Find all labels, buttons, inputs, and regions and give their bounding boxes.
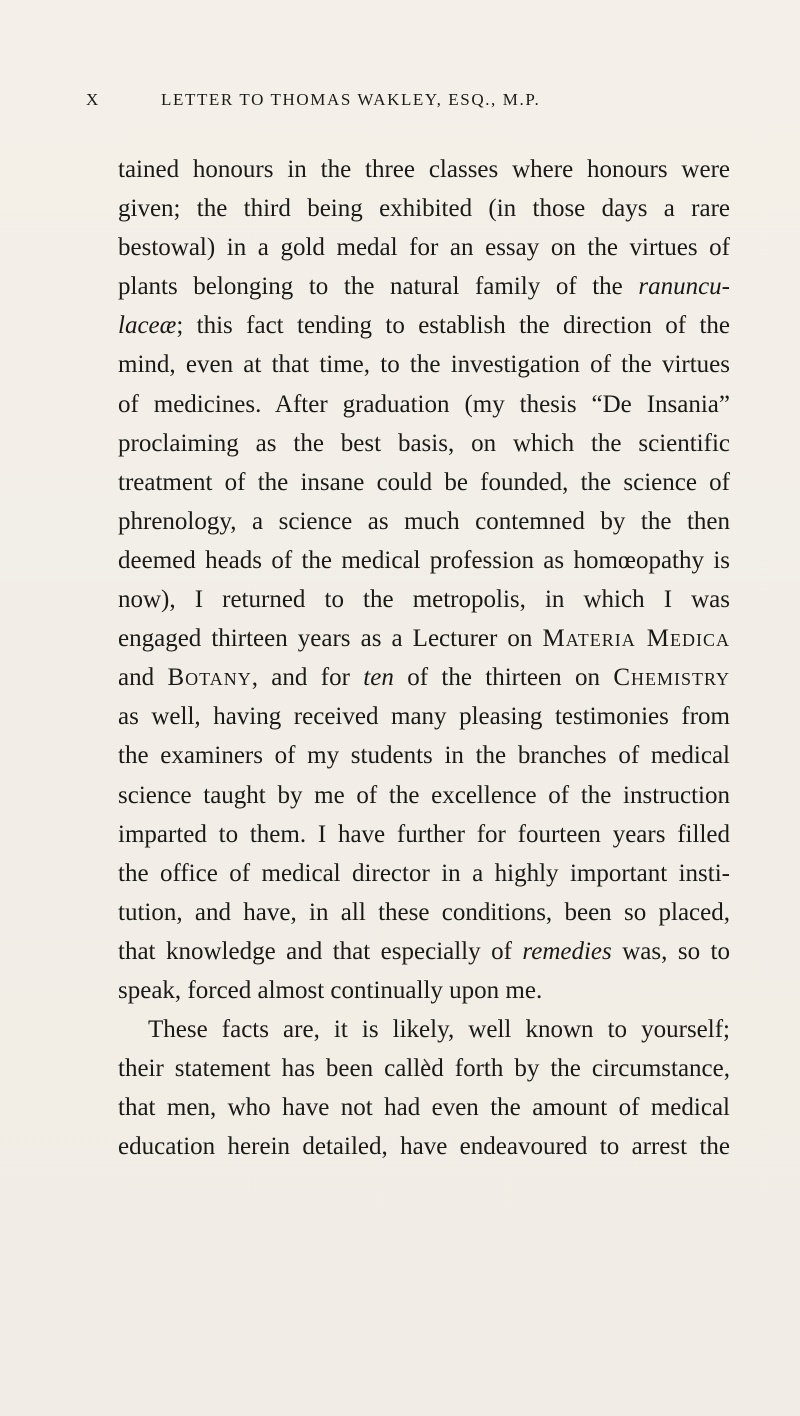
running-title: LETTER TO THOMAS WAKLEY, ESQ., M.P. bbox=[161, 90, 541, 109]
text-line: engaged thirteen years as a Lecturer on Materia Medica bbox=[118, 625, 730, 653]
small-caps-term: Materia Medica bbox=[542, 625, 730, 653]
text-line: laceæ; this fact tending to establish the direction of the bbox=[118, 312, 730, 340]
text-line: their statement has been called forth by the circumstance, bbox=[118, 1055, 730, 1083]
page-number: X bbox=[86, 90, 99, 109]
text-line: imparted to them. I have further for fourteen years filled bbox=[118, 820, 730, 848]
text-line: bestowal) in a gold medal for an essay on the virtues of bbox=[118, 234, 730, 262]
italic-term: ranuncu- bbox=[638, 273, 730, 301]
body-text bbox=[118, 150, 730, 1166]
text-line: given; the third being exhibited (in those days a rare bbox=[118, 195, 730, 223]
text-line: tution, and have, in all these conditions, been so placed, bbox=[118, 898, 730, 926]
text-line: now), I returned to the metropolis, in which I was bbox=[118, 586, 730, 614]
text-line: that knowledge and that especially of remedies was, so to bbox=[118, 937, 730, 965]
text-line: treatment of the insane could be founded, the science of bbox=[118, 468, 730, 496]
text-line: proclaiming as the best basis, on which the scientific bbox=[118, 429, 730, 457]
running-header bbox=[86, 90, 702, 116]
ink-mark bbox=[423, 1058, 431, 1068]
text-line: the office of medical director in a highly important insti- bbox=[118, 859, 730, 887]
text-line: as well, having received many pleasing testimonies from bbox=[118, 703, 730, 731]
text-line: tained honours in the three classes where honours were bbox=[118, 156, 730, 183]
text-line: that men, who have not had even the amount of medical bbox=[118, 1094, 730, 1122]
text-line: deemed heads of the medical profession as homœopathy is bbox=[118, 546, 730, 574]
text-line: plants belonging to the natural family of the ranuncu- bbox=[118, 273, 730, 301]
italic-term: laceæ bbox=[118, 312, 177, 340]
text-line: the examiners of my students in the branches of medical bbox=[118, 742, 730, 770]
small-caps-term: Chemistry bbox=[613, 664, 730, 692]
small-caps-term: Botany bbox=[167, 664, 252, 692]
text-line: education herein detailed, have endeavoured to arrest the bbox=[118, 1133, 730, 1161]
text-line: speak, forced almost continually upon me. bbox=[118, 976, 543, 1004]
text-line: of medicines. After graduation (my thesis “De Insania” bbox=[118, 390, 730, 418]
text-line: and Botany, and for ten of the thirteen on Chemistry bbox=[118, 664, 730, 692]
italic-term: ten bbox=[363, 664, 394, 692]
text-line: These facts are, it is likely, well known to yourself; bbox=[148, 1016, 730, 1044]
text-line: science taught by me of the excellence of the instruction bbox=[118, 781, 730, 809]
italic-term: remedies bbox=[522, 937, 612, 965]
text-line: mind, even at that time, to the investigation of the virtues bbox=[118, 351, 730, 379]
text-line: phrenology, a science as much contemned by the then bbox=[118, 507, 730, 535]
